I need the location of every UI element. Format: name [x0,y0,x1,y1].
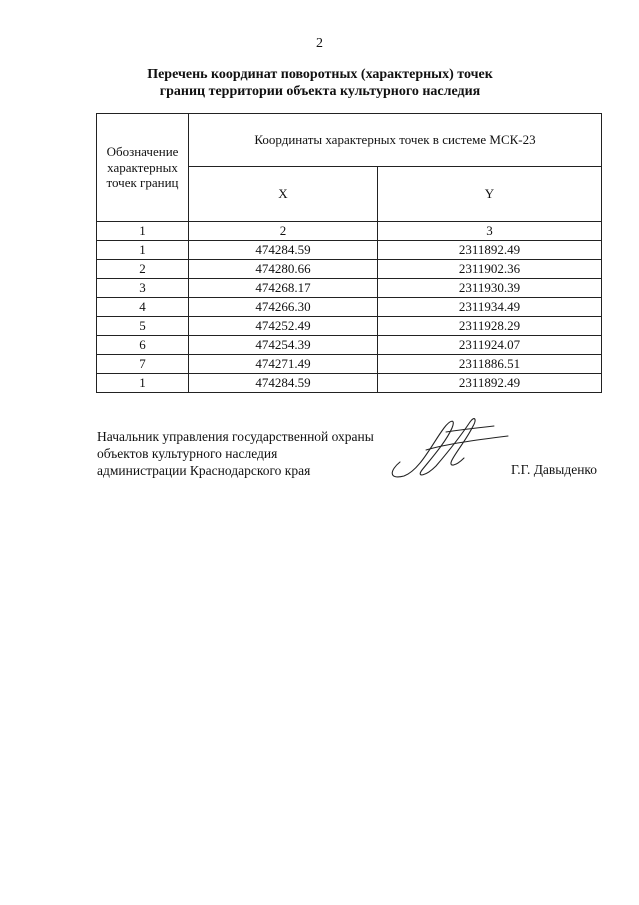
table-row [97,241,602,260]
coordinates-table [96,113,602,393]
y-cell: 2311886.51 [378,355,602,374]
document-title [60,66,580,100]
x-cell: 474266.30 [189,298,378,317]
x-cell: 474280.66 [189,260,378,279]
y-cell: 2311930.39 [378,279,602,298]
x-cell: 474271.49 [189,355,378,374]
position-line: администрации Краснодарского края [97,463,311,478]
x-cell: 474284.59 [189,241,378,260]
header-point-line: характерных [107,159,178,175]
title-line-2: границ территории объекта культурного наследия [159,84,481,99]
title-line-1: Перечень координат поворотных (характерных) точек [147,67,493,82]
header-y: Y [378,167,602,222]
numbering-cell: 2 [189,222,378,241]
numbering-cell: 3 [378,222,602,241]
position-line: Начальник управления государственной охраны [97,429,374,444]
point-cell: 7 [97,355,189,374]
table-row [97,298,602,317]
x-cell: 474268.17 [189,279,378,298]
point-cell: 6 [97,336,189,355]
point-cell: 4 [97,298,189,317]
table-row [97,336,602,355]
header-coordinates: Координаты характерных точек в системе МСК-23 [189,114,602,167]
signer-name: Г.Г. Давыденко [511,462,598,477]
point-cell: 1 [97,374,189,393]
handwritten-signature [386,410,510,482]
point-cell: 2 [97,260,189,279]
table-row [97,279,602,298]
y-cell: 2311934.49 [378,298,602,317]
signatory-position [97,428,374,479]
table-row [97,260,602,279]
y-cell: 2311924.07 [378,336,602,355]
y-cell: 2311928.29 [378,317,602,336]
header-point-designation [97,114,189,222]
point-cell: 5 [97,317,189,336]
y-cell: 2311892.49 [378,374,602,393]
y-cell: 2311892.49 [378,241,602,260]
numbering-cell: 1 [97,222,189,241]
table-row [97,317,602,336]
page-number: 2 [316,36,323,51]
table-row [97,374,602,393]
header-point-line: точек границ [106,175,179,191]
numbering-row [97,222,602,241]
header-point-line: Обозначение [106,144,179,160]
position-line: объектов культурного наследия [97,446,278,461]
table-row [97,355,602,374]
x-cell: 474284.59 [189,374,378,393]
point-cell: 1 [97,241,189,260]
y-cell: 2311902.36 [378,260,602,279]
point-cell: 3 [97,279,189,298]
header-x: X [189,167,378,222]
x-cell: 474254.39 [189,336,378,355]
x-cell: 474252.49 [189,317,378,336]
